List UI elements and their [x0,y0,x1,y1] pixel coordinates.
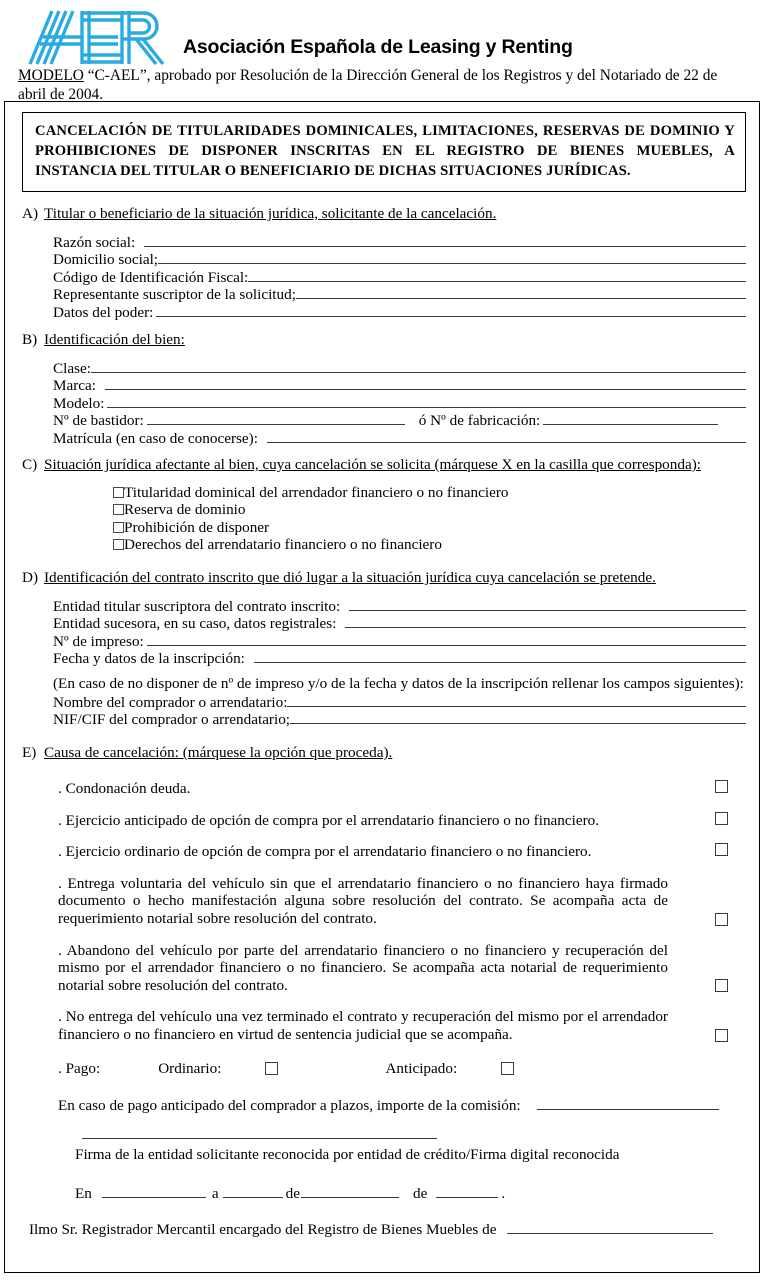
section-d-heading [22,569,746,587]
pago-ordinario-label: Ordinario: [158,1059,222,1077]
checkbox-label: Prohibición de disponer [124,518,270,536]
cause-label: . No entrega del vehículo una vez terminado el contrato y recuperación del mismo por el arrendador financiero o no financiero en virtud de sentencia judicial que se acompaña. [58,1008,668,1043]
field-label: Marca: [53,377,97,395]
section-b-heading [22,331,746,349]
field-label: Modelo: [53,394,105,412]
ael-logo-icon [26,8,166,66]
field-label: Datos del poder: [53,303,154,321]
field-fecha-inscripcion-input[interactable] [254,649,746,663]
field-domicilio-social-input[interactable] [158,250,746,264]
checkbox-abandono-vehiculo[interactable] [715,979,728,992]
field-comision-input[interactable] [537,1096,719,1110]
section-a-heading-text: Titular o beneficiario de la situación jurídica, solicitante de la cancelación. [44,205,497,222]
checkbox-no-entrega-vehiculo[interactable] [715,1029,728,1042]
field-label: Entidad sucesora, en su caso, datos registrales: [53,615,337,633]
checkbox-derechos-arrendatario[interactable] [113,539,124,550]
field-label-fabricacion: ó Nº de fabricación: [418,412,541,430]
section-b [22,331,746,446]
field-representante [22,285,746,302]
registrador-label: Ilmo Sr. Registrador Mercantil encargado del Registro de Bienes Muebles de [29,1221,497,1238]
checkbox-condonacion-deuda[interactable] [715,780,728,793]
field-entidad-titular [22,597,746,614]
cause-row-ejercicio-anticipado [22,812,746,830]
document-footer [22,1136,746,1239]
checkbox-reserva-dominio[interactable] [113,504,124,515]
field-entidad-sucesora [22,614,746,631]
cause-label: . Ejercicio anticipado de opción de compra por el arrendatario financiero o no financiero. [58,811,600,829]
section-c [22,456,746,554]
field-nif-comprador-input[interactable] [290,710,746,724]
section-c-letter: C) [22,456,38,473]
field-label: Fecha y datos de la inscripción: [53,650,245,668]
field-cif [22,268,746,285]
field-label: NIF/CIF del comprador o arrendatario; [53,710,291,728]
section-d-heading-text: Identificación del contrato inscrito que dió lugar a la situación jurídica cuya cancelación se pretende. [44,569,656,586]
pago-anticipado-label: Anticipado: [385,1059,458,1077]
section-d-note-text: (En caso de no disponer de nº de impreso y/o de la fecha y datos de la inscripción rellenar los campos siguientes): [53,674,744,692]
field-registrador-input[interactable] [507,1220,713,1234]
field-modelo-input[interactable] [107,394,746,408]
date-en-label: En [75,1185,92,1202]
form-title-box [22,112,746,192]
field-datos-poder-input[interactable] [156,303,746,317]
field-cif-input[interactable] [248,268,746,282]
section-e-heading-text: Causa de cancelación: (márquese la opción que proceda). [44,744,393,761]
field-datos-poder [22,303,746,320]
checkbox-label: Reserva de dominio [124,501,246,519]
cause-label: . Condonación deuda. [58,780,191,797]
section-c-heading-text: Situación jurídica afectante al bien, cuya cancelación se solicita (márquese X en la casilla que corresponda): [44,456,701,473]
field-label: Código de Identificación Fiscal: [53,268,249,286]
field-label: Nombre del comprador o arrendatario: [53,693,288,711]
date-de2-label: de [412,1185,428,1202]
ael-logo [26,8,166,66]
checkbox-titularidad-dominical[interactable] [113,487,124,498]
date-de1-label: de [285,1185,300,1202]
field-matricula [22,429,746,446]
pago-row [22,1060,746,1078]
checkbox-pago-anticipado[interactable] [501,1062,514,1075]
form-title-text: CANCELACIÓN DE TITULARIDADES DOMINICALES, LIMITACIONES, RESERVAS DE DOMINIO Y PROHIBICIONES DE DISPONER INSCRITAS EN EL REGISTRO DE BIENES MUEBLES, A INSTANCIA DEL TITULAR O BENEFICIARIO DE DICHAS SITUACIONES JURÍDICAS. [35,123,735,180]
checkbox-pago-ordinario[interactable] [265,1062,278,1075]
registrador-row [29,1220,746,1239]
section-d-fields [22,597,746,727]
date-place-input[interactable] [102,1184,206,1198]
checkbox-row-reserva-dominio [113,501,746,518]
section-b-letter: B) [22,331,38,348]
field-clase-input[interactable] [91,359,746,373]
modelo-label: MODELO [18,67,84,84]
modelo-text: “C-AEL”, aprobado por Resolución de la Dirección General de los Registros y del Notariado de 22 de abril de 2004. [18,67,718,103]
field-razon-social-input[interactable] [144,233,746,247]
field-num-impreso [22,632,746,649]
cause-row-abandono-vehiculo [22,942,746,995]
cause-row-condonacion-deuda [22,780,746,798]
field-bastidor-input[interactable] [147,411,405,425]
field-label: Entidad titular suscriptora del contrato inscrito: [53,598,341,615]
section-b-heading-text: Identificación del bien: [44,331,185,348]
brand-title: Asociación Española de Leasing y Renting [183,36,573,58]
field-entidad-sucesora-input[interactable] [345,614,746,628]
field-label: Clase: [53,360,91,377]
cause-row-ejercicio-ordinario [22,843,746,861]
field-label: Razón social: [53,234,136,251]
section-e-letter: E) [22,744,37,761]
checkbox-ejercicio-anticipado[interactable] [715,812,728,825]
field-label: Nº de impreso: [53,632,144,650]
date-row [75,1184,746,1203]
signature-field[interactable] [82,1136,437,1139]
field-label: Domicilio social; [53,251,159,269]
field-num-impreso-input[interactable] [147,632,746,646]
modelo-line [18,66,748,104]
section-a [22,205,746,320]
field-fabricacion-input[interactable] [543,411,718,425]
field-nombre-comprador [22,693,746,710]
comision-row [22,1096,746,1115]
checkbox-label: Titularidad dominical del arrendador financiero o no financiero [124,484,509,501]
cause-row-no-entrega-vehiculo [22,1008,746,1043]
field-label: Matrícula (en caso de conocerse): [53,429,258,447]
field-nombre-comprador-input[interactable] [287,693,746,707]
date-month-input[interactable] [301,1184,399,1198]
field-representante-input[interactable] [296,285,746,299]
document-header [0,0,768,103]
field-marca [22,376,746,393]
field-modelo [22,394,746,411]
field-clase [22,359,746,376]
section-c-options [22,484,746,554]
checkbox-label: Derechos del arrendatario financiero o no financiero [124,536,442,554]
section-b-fields [22,359,746,446]
field-nif-comprador [22,710,746,727]
checkbox-prohibicion-disponer[interactable] [113,522,124,533]
date-period: . [501,1185,506,1202]
field-entidad-titular-input[interactable] [349,597,746,611]
comision-label: En caso de pago anticipado del comprador a plazos, importe de la comisión: [58,1096,521,1114]
checkbox-entrega-voluntaria[interactable] [715,913,728,926]
field-label: Nº de bastidor: [53,412,144,430]
pago-label: . Pago: [58,1059,101,1077]
field-label: Representante suscriptor de la solicitud; [53,286,296,304]
section-a-heading [22,205,746,223]
field-domicilio-social [22,250,746,267]
checkbox-ejercicio-ordinario[interactable] [715,843,728,856]
section-e [22,744,746,1115]
signature-caption: Firma de la entidad solicitante reconocida por entidad de crédito/Firma digital reconocida [75,1146,620,1163]
checkbox-row-titularidad-dominical [113,484,746,501]
date-day-input[interactable] [223,1184,283,1198]
date-a-label: a [211,1185,219,1202]
section-d [22,569,746,727]
checkbox-row-prohibicion-disponer [113,519,746,536]
section-a-letter: A) [22,205,39,222]
cause-label: . Ejercicio ordinario de opción de compra por el arrendatario financiero o no financiero. [58,843,592,861]
section-e-heading [22,744,746,762]
section-c-heading [22,456,746,474]
cause-label: . Abandono del vehículo por parte del arrendatario financiero o no financiero y recuperación del mismo por el arrendador financiero o no financiero. Se acompaña acta notarial de requerimiento notarial sobre resolución del contrato. [58,941,668,994]
section-a-fields [22,233,746,320]
section-d-note [22,667,746,693]
field-razon-social [22,233,746,250]
checkbox-row-derechos-arrendatario [113,536,746,553]
cause-label: . Entrega voluntaria del vehículo sin que el arrendatario financiero o no financiero haya firmado documento o hecho manifestación alguna sobre resolución del contrato. Se acompaña acta de requerimiento notarial sobre resolución del contrato. [58,874,668,927]
date-year-input[interactable] [436,1184,498,1198]
field-marca-input[interactable] [105,376,746,390]
field-bastidor [22,411,746,428]
cause-row-entrega-voluntaria [22,875,746,928]
section-d-letter: D) [22,569,39,586]
field-matricula-input[interactable] [267,429,746,443]
field-fecha-inscripcion [22,649,746,666]
